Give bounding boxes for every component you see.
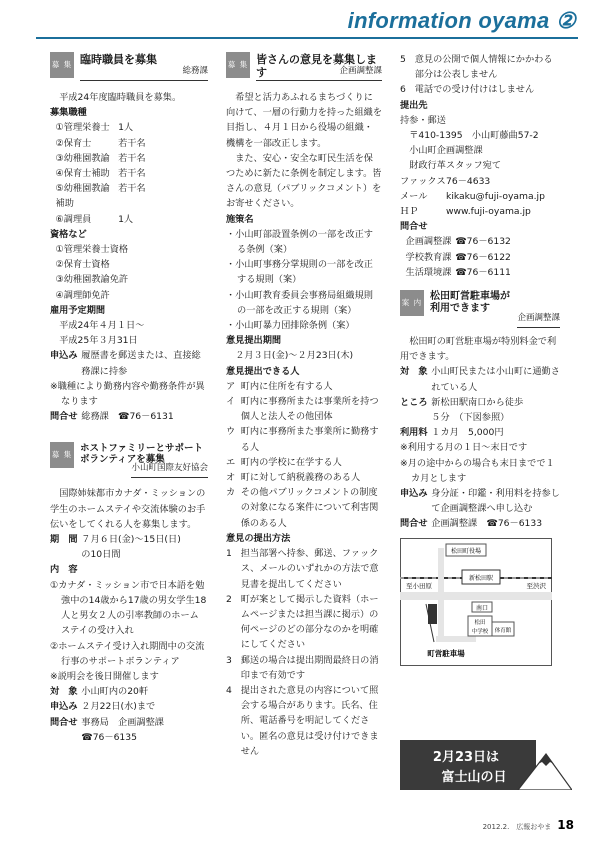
subhead-dest: 提出先 [400, 99, 428, 111]
hp-link[interactable]: www.fuji-oyama.jp [446, 206, 531, 218]
how-text: 担当部署へ持参、郵送、ファックス、メールのいずれかの方法で意見書を提出してください [240, 548, 379, 590]
how-list-cont [400, 52, 560, 98]
fuji-day-banner [400, 740, 572, 790]
mail-row[interactable]: メール kikaku@fuji-oyama.jp [400, 189, 560, 204]
page-header [0, 6, 596, 40]
map-parking-label: 町営駐車場 [427, 648, 465, 658]
category-tag: 案 内 [400, 290, 424, 316]
job-row [50, 166, 208, 181]
qual-item: ③幼稚園教諭免許 [55, 274, 129, 286]
title-underline [80, 80, 208, 81]
job-row [50, 136, 208, 151]
who-item [226, 455, 382, 470]
map-gym: 体育館 [494, 627, 512, 634]
note-text: ※説明会を後日開催します [50, 670, 159, 682]
contact-row: 問合せ 総務課 ☎76－6131 [50, 411, 174, 423]
section-title-line1: 松田町営駐車場が [430, 291, 510, 303]
footer-text: 2012.2. 広報おやま [482, 823, 552, 831]
who-list [226, 379, 382, 531]
note-text: ※利用する月の１日～末日です [400, 442, 528, 454]
how-list [226, 546, 382, 759]
how-item [226, 592, 382, 653]
target-row: 対 象 小山町民または小山町に通勤されている人 [400, 366, 560, 393]
job-name: ③幼稚園教諭 [55, 152, 110, 164]
intro-text: 松田町の町営駐車場が特別料金で利用できます。 [400, 336, 557, 363]
category-tag: 募 集 [50, 52, 74, 78]
section-public-comment-head [226, 52, 382, 86]
how-item [226, 653, 382, 683]
subhead-how: 意見の提出方法 [226, 532, 291, 544]
section-dept: 小山町国際友好協会 [131, 461, 208, 478]
job-name: ⑥調理員 [55, 213, 92, 225]
job-name: ④保育士補助 [55, 168, 110, 180]
map-south-exit: 南口 [475, 604, 489, 612]
how-text: 意見の公開で個人情報にかかわる部分は公表しません [414, 54, 553, 81]
who-text: 町内に事務所または事業所を持つ個人と法人その他団体 [240, 396, 379, 423]
dest-staff: 財政行革スタッフ宛て [409, 160, 502, 172]
who-text: その他パブリックコメントの制度の対象になる案件について利害関係のある人 [240, 487, 379, 529]
how-text: 町が案として掲示した資料（ホームページまたは担当課に掲示）の何ページのどの部分なのかを明確にしてください [240, 593, 379, 651]
job-count: 1人 [118, 213, 134, 225]
contact-tel: ☎76－6111 [455, 266, 511, 278]
job-row [50, 120, 208, 135]
who-key: ウ [226, 426, 236, 438]
qual-item: ④調理師免許 [55, 289, 110, 301]
section-dept: 企画調整課 [517, 311, 560, 328]
subhead-term: 雇用予定期間 [50, 304, 106, 316]
who-key: エ [226, 456, 236, 468]
subhead-content: 内 容 [50, 564, 78, 576]
term-line: 平成24年４月１日～ [59, 320, 145, 332]
note-text: ※職種により勤務内容や勤務条件が異なります [50, 380, 205, 408]
section-title-line1: ホストファミリーとサポート [80, 443, 204, 455]
body-text: 希望と活力あふれるまちづくりに向けて、一層の行動力を持った組織を目指し、４月１日から役場の組織・機構を一部改正します。 [226, 92, 383, 149]
how-key: 4 [226, 684, 232, 696]
job-name: ⑤幼稚園教諭補助 [55, 183, 110, 210]
section-parking-head [400, 290, 560, 330]
target-row: 対 象 小山町内の20軒 [50, 686, 149, 698]
how-key: 6 [400, 84, 406, 96]
contact-item [400, 250, 560, 265]
contacts-list [400, 234, 560, 280]
map-town-hall: 松田町役場 [450, 547, 482, 555]
section-title: 臨時職員を募集 [80, 53, 157, 66]
apply-row: 申込み ２月22日(水)まで [50, 701, 156, 713]
apply-row: 申込み 履歴書を郵送または、直接総務課に持参 [50, 350, 201, 377]
period-row: 期 間 ７月６日(金)～15日(日) [50, 534, 181, 546]
how-item [226, 546, 382, 592]
who-text: 町内の学校に在学する人 [240, 456, 342, 468]
apply-row: 申込み 身分証・印鑑・利用料を持参して企画調整課へ申し込む [400, 488, 560, 515]
contact-item [400, 234, 560, 249]
who-item [226, 379, 382, 394]
content-item: ②ホームステイ受け入れ期間中の交流行事のサポートボランティア [50, 640, 205, 667]
how-item [400, 52, 560, 82]
case-item: ・小山町教育委員会事務局組織規則の一部を改正する規則（案） [226, 289, 373, 316]
dest-zip: 〒410-1395 小山町藤曲57-2 [409, 130, 539, 142]
subhead-contact: 問合せ [400, 221, 428, 233]
map-road-shibusawa: 至渋沢 [526, 581, 546, 590]
section-host-family-head [50, 442, 208, 482]
contact-item [400, 265, 560, 280]
period-text: ２月３日(金)～２月23日(木) [235, 350, 354, 362]
job-count: 1人 [118, 122, 134, 134]
job-name: ②保育士 [55, 137, 92, 149]
section-title-line2: ボランティアを募集 [80, 454, 165, 466]
page-footer [483, 818, 574, 832]
body-text: また、安心・安全な町民生活を保つために新たに条例を制定します。皆さんの意見（パブリックコメント）をお寄せください。 [226, 152, 382, 210]
who-text: 町内に住所を有する人 [240, 380, 333, 392]
page-title: information oyama ② [347, 8, 576, 33]
who-item [226, 424, 382, 454]
column-left [50, 52, 208, 745]
job-row [50, 151, 208, 166]
map-road-odawara: 至小田原 [406, 581, 432, 590]
case-item: ・小山町部設置条例の一部を改正する条例（案） [226, 228, 373, 256]
category-tag: 募 集 [226, 52, 250, 78]
qual-item: ①管理栄養士資格 [55, 244, 129, 256]
contact-dept: 企画調整課 [405, 236, 452, 248]
subhead-who: 意見提出できる人 [226, 365, 300, 377]
how-key: 5 [400, 54, 406, 65]
section-temp-staff-head [50, 52, 208, 86]
job-name: ①管理栄養士 [55, 122, 110, 134]
page-number: 18 [557, 818, 574, 832]
parking-map [400, 538, 552, 666]
map-school-1: 松田 [474, 619, 486, 626]
contact-row: 問合せ 事務局 企画調整課 [50, 716, 164, 728]
who-key: オ [226, 472, 236, 484]
case-item: ・小山町暴力団排除条例（案） [226, 320, 355, 332]
content-item: ①カナダ・ミッション市で日本語を勉強中の14歳から17歳の男女学生18人と男女２人の引率教師のホームステイの受け入れ [50, 579, 207, 637]
column-middle [226, 52, 382, 759]
job-count: 若干名 [118, 137, 146, 149]
who-key: カ [226, 487, 236, 499]
who-key: イ [226, 396, 236, 408]
how-item [400, 82, 560, 97]
how-text: 電話での受け付けはしません [414, 84, 535, 96]
contact-tel: ☎76－6132 [455, 236, 511, 248]
banner-line1: 2月23日は [432, 750, 500, 765]
quals-list [50, 242, 208, 303]
hp-row[interactable]: ＨＰ www.fuji-oyama.jp [400, 204, 560, 219]
who-item [226, 485, 382, 531]
cases-list [226, 227, 382, 333]
map-station: 新松田駅 [468, 574, 494, 582]
job-count: 若干名 [118, 168, 146, 180]
mail-link[interactable]: kikaku@fuji-oyama.jp [446, 190, 545, 202]
case-item: ・小山町事務分掌規則の一部を改正する規則（案） [226, 259, 373, 286]
subhead-quals: 資格など [50, 228, 87, 240]
jobs-list [50, 120, 208, 226]
contact-row: 問合せ 企画調整課 ☎76－6133 [400, 518, 543, 530]
how-text: 提出された意見の内容について照会する場合があります。氏名、住所、電話番号を明記してください。匿名の意見は受け付けできません [240, 684, 379, 757]
job-row [50, 181, 208, 211]
subhead-period: 意見提出期間 [226, 335, 282, 347]
how-key: 3 [226, 654, 232, 666]
contact-tel: ☎76－6122 [455, 251, 511, 263]
contact-dept: 生活環境課 [405, 266, 452, 278]
who-key: ア [226, 380, 236, 392]
place-row: ところ 新松田駅南口から徒歩 [400, 396, 524, 408]
intro-text: 国際姉妹都市カナダ・ミッションの学生のホームステイや交流体験のお手伝いをしてくれる人を募集します。 [50, 488, 206, 530]
who-text: 町内に事務所また事業所に勤務する人 [240, 426, 379, 453]
section-dept: 総務課 [182, 65, 208, 76]
category-tag: 募 集 [50, 442, 74, 468]
period-cont: の10日間 [81, 549, 121, 561]
who-item [226, 394, 382, 424]
contact-tel: ☎76－6135 [81, 731, 137, 743]
contact-dept: 学校教育課 [405, 251, 452, 263]
intro-text: 平成24年度臨時職員を募集。 [59, 92, 182, 103]
main-road [400, 592, 552, 600]
job-count: 若干名 [118, 183, 146, 195]
section-title: 皆さんの意見を募集します [256, 53, 377, 79]
how-item [226, 683, 382, 759]
dest-office: 小山町企画調整課 [409, 145, 483, 157]
section-dept: 企画調整課 [339, 65, 382, 76]
who-text: 町に対して納税義務のある人 [240, 472, 361, 484]
column-right [400, 52, 560, 671]
fax-row: ファックス 76－4633 [400, 175, 491, 187]
subhead-cases: 施策名 [226, 213, 254, 225]
map-school-2: 中学校 [471, 628, 489, 635]
banner-line2: 富士山の日 [441, 770, 507, 785]
place-cont: ５分 （下図参照） [431, 412, 510, 424]
how-key: 2 [226, 593, 232, 605]
job-count: 若干名 [118, 152, 146, 164]
qual-item: ②保育士資格 [55, 259, 110, 271]
term-line: 平成25年３月31日 [59, 335, 138, 347]
how-key: 1 [226, 548, 232, 560]
header-rule [36, 37, 578, 39]
road-vertical [438, 548, 444, 638]
subhead-jobs: 募集職種 [50, 107, 87, 119]
section-title-line2: 利用できます [430, 303, 490, 315]
how-text: 郵送の場合は提出期間最終日の消印まで有効です [240, 654, 379, 681]
who-item [226, 470, 382, 485]
fee-row: 利用料 １カ月 5,000円 [400, 427, 504, 439]
job-row [50, 212, 208, 227]
note-text: ※月の途中からの場合も末日までで１カ月とします [400, 457, 555, 484]
dest-method: 持参・郵送 [400, 114, 446, 126]
title-underline [256, 80, 382, 81]
